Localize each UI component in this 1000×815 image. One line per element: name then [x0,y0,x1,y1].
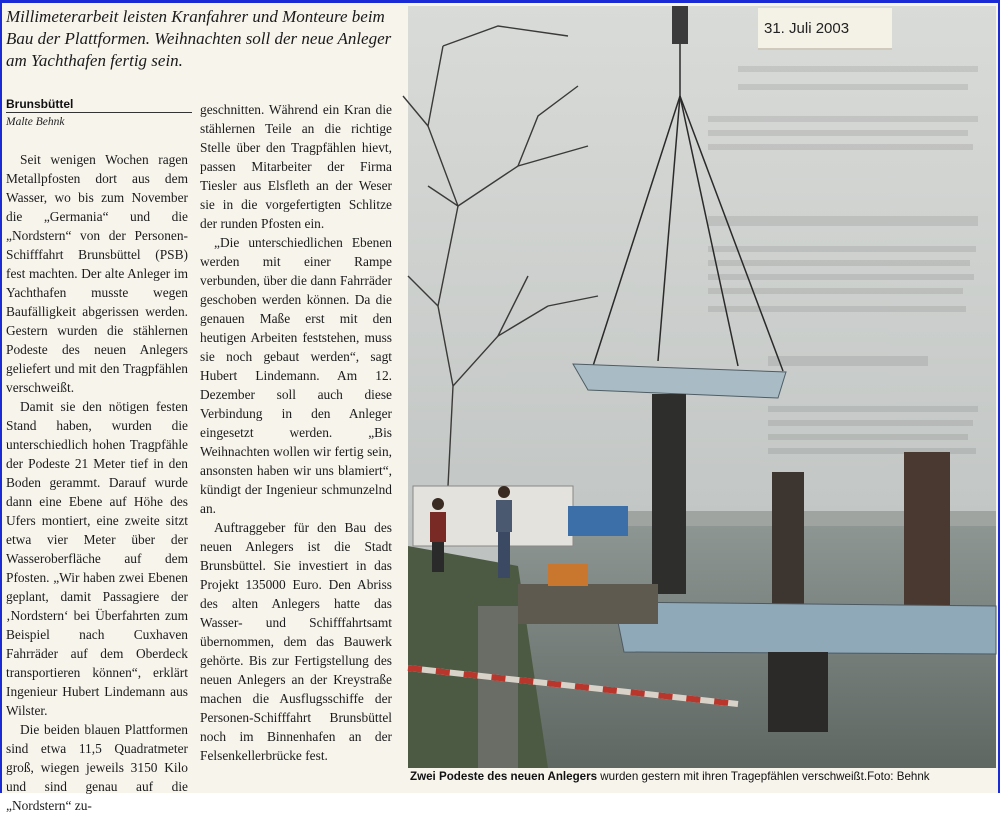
stone-steps [478,606,518,768]
paragraph: geschnitten. Während ein Kran die stählernen Teile an die richtige Stelle über den Tragpfählen hievt, passen Mitarbeiter der Firma Tiesler aus Elsfleth an der Weser sie in die vorgefertigten Schlitze der runden Pfosten ein. [200,102,392,231]
crane-platform-illustration [408,6,996,768]
news-photo [408,6,996,768]
work-barge [518,584,658,624]
article-column-1 [6,150,188,813]
paragraph: Seit wenigen Wochen ragen Metallpfosten dort aus dem Wasser, wo bis zum November die „Germania“ und die „Nordstern“ von der Personen-Schifffahrt Brunsbüttel (PSB) fest machten. Der alte Anleger im Yachthafen musste wegen Baufälligkeit abgerissen werden. Gestern wurden die stählernen Podeste des neuen Anlegers geliefert und mit den Tragpfählen verschweißt. [6,152,188,395]
date-stamp-text: 31. Juli 2003 [764,19,850,37]
paragraph: Die beiden blauen Plattformen sind etwa 11,5 Quadratmeter groß, wiegen jeweils 3150 Kilo und sind genau auf die „Nordstern“ zu- [6,722,188,813]
article-lead: Millimeterarbeit leisten Kranfahrer und Monteure beim Bau der Plattformen. Weihnachten soll der neue Anleger am Yachthafen fertig sein. [6,7,392,70]
article-column-2 [200,100,392,780]
author-byline: Malte Behnk [6,116,65,128]
scan-border-top [0,0,1000,3]
dateline: Brunsbüttel [6,97,192,113]
caption-text: wurden gestern mit ihren Tragepfählen verschweißt. [597,770,868,783]
scan-border-left [0,0,2,793]
caption-bold: Zwei Podeste des neuen Anlegers [410,770,598,783]
paragraph: Auftraggeber für den Bau des neuen Anlegers ist die Stadt Brunsbüttel. Sie investiert in das Projekt 135000 Euro. Den Abriss des alten Anlegers hatte das Wasser- und Schifffahrtsamt übernommen, dem das Bauwerk gehörte. Bis zur Fertigstellung des neuen Anlegers an der Kreystraße machen die Ausflugsschiffe der Personen-Schifffahrt Brunsbüttel noch im Binnenhafen an der Felsenkellerbrücke fest. [200,520,392,763]
photo-credit: Foto: Behnk [867,770,930,783]
pile [652,394,686,594]
photo-caption [410,770,998,784]
pile-base [768,652,828,732]
paragraph: Damit sie den nötigen festen Stand haben, wurden die unterschiedlich hohen Tragpfähle der Podeste 21 Meter tief in den Boden gerammt. Darauf wurde dann eine Ebene auf Höhe des Ufers montiert, eine zweite sitzt etwa vier Meter über der Wasseroberfläche auf dem Pfosten. „Wir haben zwei Ebenen geplant, damit Passagiere der ‚Nordstern‘ bei Überfahrten zum Beispiel nach Cuxhaven Fahrräder auf dem Oberdeck transportieren können“, erklärt Ingenieur Hubert Lindemann aus Wilster. [6,399,188,718]
paragraph: „Die unterschiedlichen Ebenen werden mit einer Rampe verbunden, über die dann Fahrräder geschoben werden können. Da die genauen Maße erst mit den heutigen Arbeiten feststehen, muss sie noch gebaut werden“, sagt Hubert Lindemann. Am 12. Dezember soll auch diese Verbindung in den Anleger eingesetzt werden. „Bis Weihnachten wollen wir fertig sein, ansonsten haben wir uns blamiert“, kündigt der Ingenieur schmunzelnd an. [200,235,392,516]
lower-platform [614,602,996,654]
boat [568,506,628,536]
machinery [548,564,588,586]
crane-hook [672,6,688,44]
date-stamp [758,8,892,50]
